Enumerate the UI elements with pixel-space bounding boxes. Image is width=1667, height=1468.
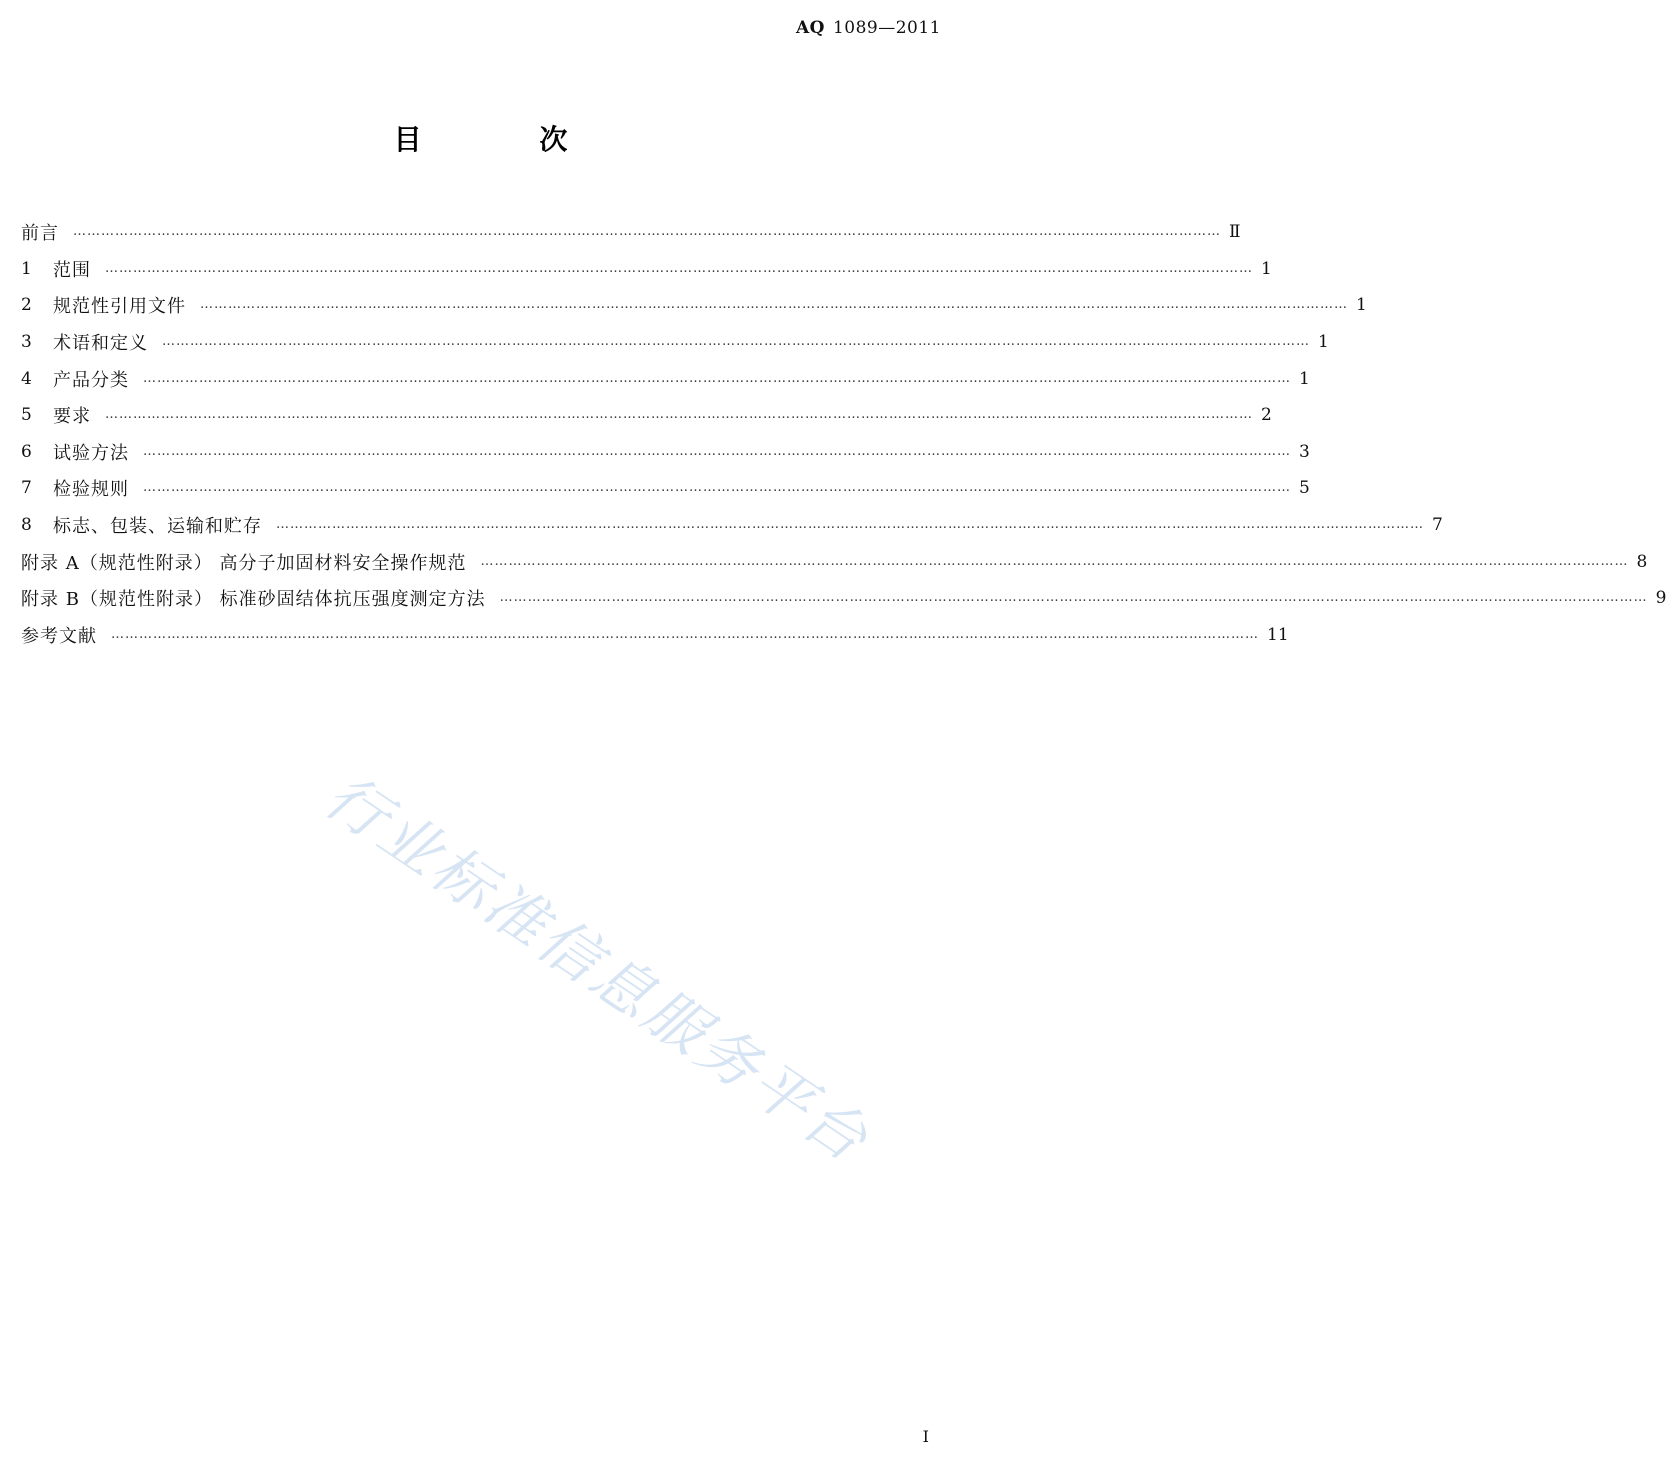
toc-entry-title: 规范性引用文件 [53,296,186,318]
toc-leader-dots: ………………………………………………………………………………………………………………………………………………………………………………………………………………………… [143,443,1291,459]
toc-entry-title: 前言 [21,223,59,245]
toc-entry-foreword[interactable] [21,214,1241,251]
toc-entry-number: 2 [21,295,32,316]
toc-entry-title: 参考文献 [21,625,97,647]
toc-entry-product-classification[interactable] [21,360,1310,397]
toc-entry-annex-b[interactable] [21,580,1667,617]
toc-entry-title: 附录 A（规范性附录） 高分子加固材料安全操作规范 [21,552,467,574]
toc-entry-bibliography[interactable] [21,617,1289,654]
toc-leader-dots: ………………………………………………………………………………………………………………………………………………………………………………………………………………………… [200,297,1348,313]
watermark: 行业标准信息服务平台 [312,761,883,1178]
toc-entry-number: 8 [21,515,32,536]
standard-code [796,18,941,38]
toc-entry-page: 5 [1299,478,1310,499]
toc-entry-number: 3 [21,332,32,353]
toc-leader-dots: ………………………………………………………………………………………………………………………………………………………………………………………………………………………… [111,626,1259,642]
toc-entry-page: 9 [1655,588,1667,609]
toc-entry-page: 8 [1636,551,1648,572]
toc-entry-title: 产品分类 [53,369,129,391]
toc-entry-number: 4 [21,368,32,389]
toc-leader-dots: ………………………………………………………………………………………………………………………………………………………………………………………………………………………… [143,370,1291,386]
toc-entry-number: 6 [21,441,32,462]
toc-entry-annex-a[interactable] [21,543,1648,580]
toc-entry-page: 1 [1299,368,1310,389]
toc-entry-page: 11 [1267,624,1289,645]
toc-leader-dots: ………………………………………………………………………………………………………………………………………………………………………………………………………………………… [276,517,1424,533]
toc-entry-page: 3 [1299,441,1310,462]
toc-leader-dots: ………………………………………………………………………………………………………………………………………………………………………………………………………………………… [73,224,1221,240]
toc-leader-dots: ………………………………………………………………………………………………………………………………………………………………………………………………………………………… [143,480,1291,496]
toc-entry-title: 附录 B（规范性附录） 标准砂固结体抗压强度测定方法 [21,589,486,611]
toc-entry-number: 5 [21,405,32,426]
toc-leader-dots: ………………………………………………………………………………………………………………………………………………………………………………………………………………………… [105,407,1253,423]
toc-entry-terms-definitions[interactable] [21,324,1329,361]
toc-entry-test-methods[interactable] [21,434,1310,471]
toc-entry-page: Ⅱ [1229,222,1241,243]
toc-entry-page: 1 [1356,295,1367,316]
toc-entry-marking-packaging[interactable] [21,507,1443,544]
toc-leader-dots: ………………………………………………………………………………………………………………………………………………………………………………………………………………………… [499,590,1648,606]
toc-entry-title: 标志、包装、运输和贮存 [53,516,262,538]
page-number: I [922,1427,929,1446]
standard-number: 1089—2011 [832,18,941,38]
toc-entry-number: 7 [21,478,32,499]
toc-entry-title: 术语和定义 [53,333,148,355]
page-title: 目 次 [393,123,622,156]
toc-entry-scope[interactable] [21,251,1272,288]
toc-leader-dots: ………………………………………………………………………………………………………………………………………………………………………………………………………………………… [162,334,1310,350]
toc-entry-title: 检验规则 [53,479,129,501]
toc-entry-normative-references[interactable] [21,287,1367,324]
table-of-contents [21,214,1667,653]
toc-entry-page: 7 [1432,515,1443,536]
toc-entry-inspection-rules[interactable] [21,470,1310,507]
toc-entry-title: 要求 [53,406,91,428]
standard-prefix: AQ [795,18,825,38]
toc-entry-page: 2 [1261,405,1272,426]
toc-entry-title: 试验方法 [53,442,129,464]
toc-entry-page: 1 [1318,332,1329,353]
toc-entry-page: 1 [1261,258,1272,279]
toc-entry-requirements[interactable] [21,397,1272,434]
toc-leader-dots: ………………………………………………………………………………………………………………………………………………………………………………………………………………………… [480,553,1629,569]
toc-entry-title: 范围 [53,259,91,281]
toc-leader-dots: ………………………………………………………………………………………………………………………………………………………………………………………………………………………… [105,260,1253,276]
toc-entry-number: 1 [21,258,32,279]
